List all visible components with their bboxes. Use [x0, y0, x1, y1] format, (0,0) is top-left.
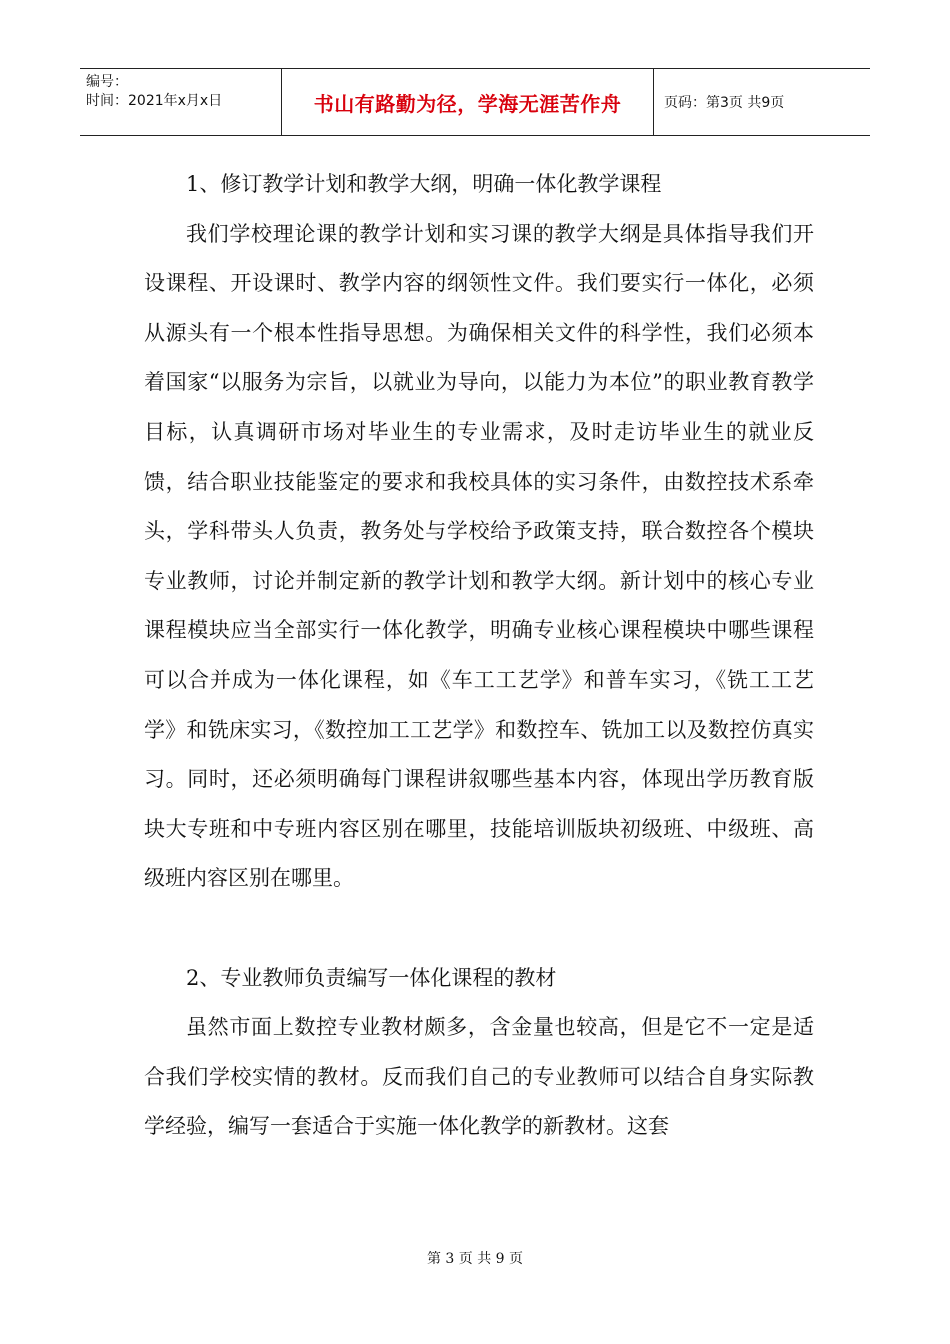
header-motto: 书山有路勤为径，学海无涯苦作舟: [313, 91, 622, 116]
page-header: [80, 68, 870, 136]
document-time-label: 时间：2021年x月x日: [86, 93, 223, 109]
header-meta: [80, 69, 282, 135]
section-paragraph-2: 虽然市面上数控专业教材颇多，含金量也较高，但是它不一定是适合我们学校实情的教材。反而我们自己的专业教师可以结合自身实际教学经验，编写一套适合于实施一体化教学的新教材。这套: [144, 1015, 814, 1139]
header-motto-cell: [282, 69, 654, 135]
header-page-info: 页码：第3页 共9页: [664, 95, 785, 111]
page-footer: [0, 1248, 950, 1268]
section-heading-2: 2、专业教师负责编写一体化课程的教材: [186, 965, 557, 990]
footer-page-number: 第 3 页 共 9 页: [426, 1251, 524, 1267]
header-page-cell: [654, 69, 870, 135]
section-heading-1: 1、修订教学计划和教学大纲，明确一体化教学课程: [186, 172, 662, 196]
section-spacer: [144, 904, 814, 954]
document-body: [144, 160, 814, 1152]
document-code-label: 编号：: [86, 74, 128, 90]
section-paragraph-1: 我们学校理论课的教学计划和实习课的教学大纲是具体指导我们开设课程、开设课时、教学内容的纲领性文件。我们要实行一体化，必须从源头有一个根本性指导思想。为确保相关文件的科学性，我们必须本着国家“以服务为宗旨，以就业为导向，以能力为本位”的职业教育教学目标，认真调研市场对毕业生的专业需求，及时走访毕业生的就业反馈，结合职业技能鉴定的要求和我校具体的实习条件，由数控技术系牵头，学科带头人负责，教务处与学校给予政策支持，联合数控各个模块专业教师，讨论并制定新的教学计划和教学大纲。新计划中的核心专业课程模块应当全部实行一体化教学，明确专业核心课程模块中哪些课程可以合并成为一体化课程，如《车工工艺学》和普车实习，《铣工工艺学》和铣床实习，《数控加工工艺学》和数控车、铣加工以及数控仿真实习。同时，还必须明确每门课程讲叙哪些基本内容，体现出学历教育版块大专班和中专班内容区别在哪里，技能培训版块初级班、中级班、高级班内容区别在哪里。: [144, 221, 814, 891]
